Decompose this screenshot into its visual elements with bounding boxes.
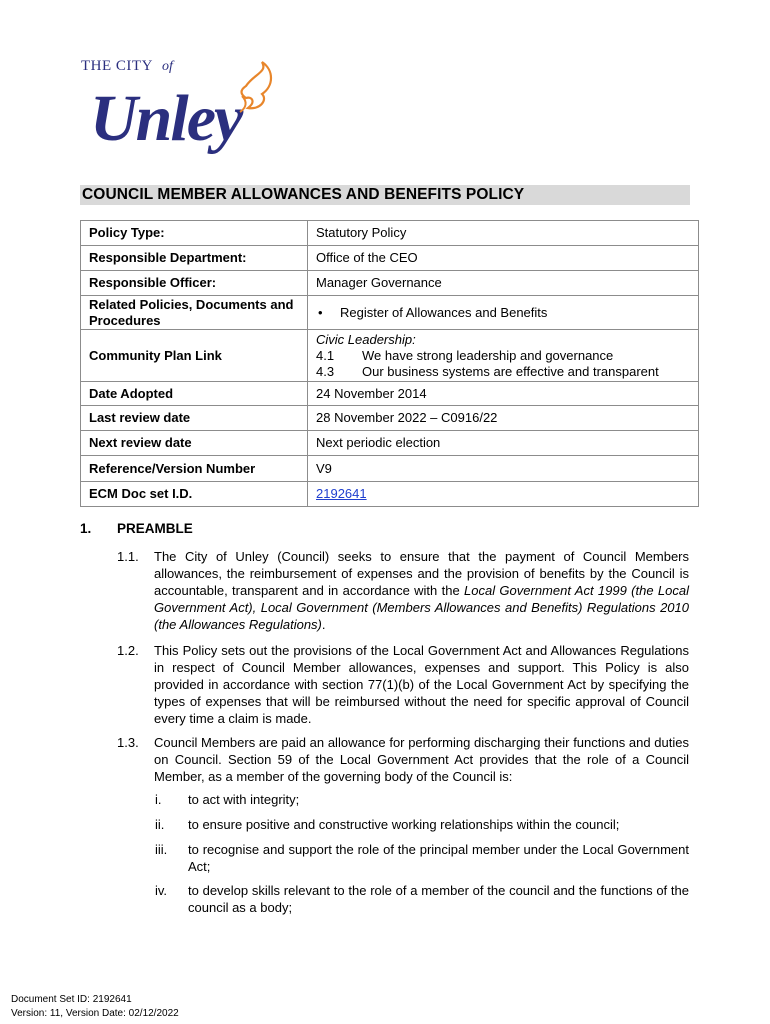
date-adopted-value: 24 November 2014 [308,382,699,406]
table-row [81,482,699,507]
table-row [81,431,699,456]
paragraph-text: This Policy sets out the provisions of the Local Government Act and Allowances Regulations in respect of Council Member allowances, expenses and support. This Policy is also provided in accordance with section 77(1)(b) of the Local Government Act by specifying the types of expenses that will be reimbursed without the need for specific approval of Council every time a claim is made. [154,643,689,726]
policy-type-label: Policy Type: [81,221,308,246]
next-review-label: Next review date [81,431,308,456]
paragraph-text: Council Members are paid an allowance for performing discharging their functions and duties on Council. Section 59 of the Local Government Act provides that the role of a Council Member, as a member of the governing body of the Council is: [154,735,689,784]
last-review-label: Last review date [81,406,308,431]
list-item [155,841,689,875]
paragraph-number: 1.2. [117,643,139,658]
paragraph-number: 1.3. [117,735,139,750]
community-heading: Civic Leadership: [316,331,416,347]
list-item-text: to recognise and support the role of the principal member under the Local Government Act; [188,842,689,874]
document-footer [11,993,179,1021]
footer-doc-set-id: Document Set ID: 2192641 [11,994,132,1005]
list-item-text: to ensure positive and constructive working relationships within the council; [188,817,620,832]
section-heading [80,521,193,536]
paragraph-1-1 [117,548,689,633]
related-label: Related Policies, Documents and Procedures [81,296,308,330]
logo-city-text: THE CITY [81,58,153,74]
community-item-num: 4.1 [316,347,335,363]
version-value: V9 [308,456,699,482]
community-label: Community Plan Link [81,330,308,382]
officer-label: Responsible Officer: [81,271,308,296]
related-value [308,296,699,330]
version-label: Reference/Version Number [81,456,308,482]
paragraph-1-2 [117,642,689,727]
table-row [81,382,699,406]
logo-of-text: of [162,59,173,74]
table-row [81,330,699,382]
list-item-text: to act with integrity; [188,792,300,807]
paragraph-1-3 [117,734,689,785]
policy-details-table [80,220,699,507]
table-row [81,246,699,271]
policy-type-value: Statutory Policy [308,221,699,246]
list-item-number: i. [155,792,162,807]
list-item-number: iv. [155,883,168,898]
paragraph-text: The City of Unley (Council) seeks to ensure that the payment of Council Members allowances, the reimbursement of expenses and the provision of benefits by the Council is accountable, transparent and in accordance with the Local Government Act 1999 (the Local Government Act), Local Government (Members Allowances and Benefits) Regulations 2010 (the Allowances Regulations). [154,549,689,632]
footer-version: Version: 11, Version Date: 02/12/2022 [11,1008,179,1019]
next-review-value: Next periodic election [308,431,699,456]
logo-name-text: Unley [90,82,242,155]
community-value [308,330,699,382]
policy-title-bar [80,185,690,205]
table-row [81,406,699,431]
list-item-text: to develop skills relevant to the role of a member of the council and the functions of the council as a body; [188,883,689,915]
list-item-number: iii. [155,842,168,857]
officer-value: Manager Governance [308,271,699,296]
table-row [81,296,699,330]
list-item [155,791,689,808]
list-item [155,882,689,916]
policy-title: COUNCIL MEMBER ALLOWANCES AND BENEFITS POLICY [82,186,525,203]
related-item: Register of Allowances and Benefits [340,304,548,320]
community-item-num: 4.3 [316,363,335,379]
bullet-icon: • [318,304,323,320]
department-value: Office of the CEO [308,246,699,271]
table-row [81,221,699,246]
section-title: PREAMBLE [117,521,193,536]
last-review-value: 28 November 2022 – C0916/22 [308,406,699,431]
table-row [81,271,699,296]
list-item [155,816,689,833]
community-item-text: We have strong leadership and governance [362,347,614,363]
ecm-value [308,482,699,507]
ecm-label: ECM Doc set I.D. [81,482,308,507]
section-number: 1. [80,521,92,536]
date-adopted-label: Date Adopted [81,382,308,406]
table-row [81,456,699,482]
list-item-number: ii. [155,817,165,832]
department-label: Responsible Department: [81,246,308,271]
paragraph-number: 1.1. [117,549,139,564]
city-of-unley-logo [78,52,278,177]
ecm-doc-link[interactable]: 2192641 [316,486,367,501]
community-item-text: Our business systems are effective and transparent [362,363,659,379]
